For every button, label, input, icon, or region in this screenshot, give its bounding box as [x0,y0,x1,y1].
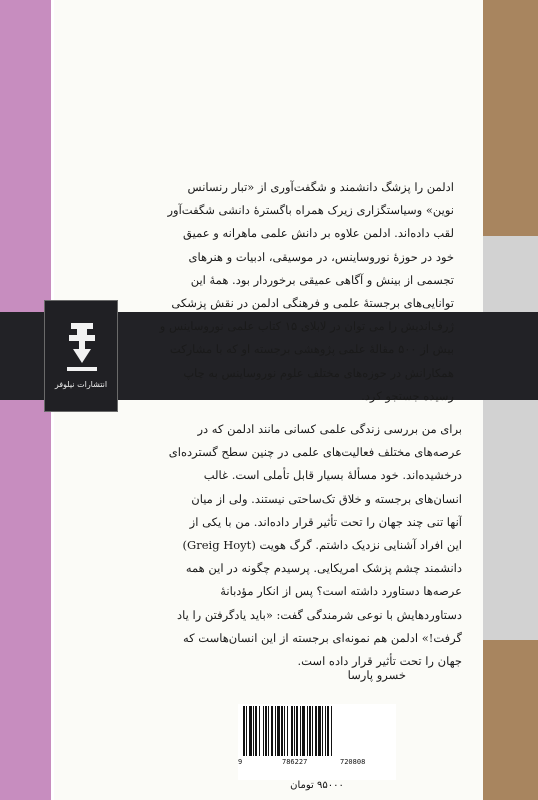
barcode-digits-middle: 786227 [282,758,308,766]
paragraph-line: توانایی‌های برجستهٔ علمی و فرهنگی ادلمن در نقش پزشکی [171,296,454,311]
publisher-name: انتشارات نیلوفر [54,380,108,389]
right-spine-brown-bottom [483,640,538,800]
paragraph-line: آنها تنی چند جهان را تحت تأثیر قرار داده‌اند. من با یکی از [189,514,462,529]
barcode-digits-left: 9 [238,758,243,766]
isbn-barcode [238,704,396,780]
barcode-bars [241,706,393,758]
paragraph-line: این افراد آشنایی نزدیک داشتم. گرگ هویت (Greig Hoyt) [182,538,462,553]
paragraph-line: دستاوردهایش با نوعی شرمندگی گفت: «باید یادگرفتن را یاد [176,607,462,622]
right-spine-grey-middle [483,236,538,640]
back-cover-paragraph-2 [82,418,462,673]
paragraph-line: انسان‌های برجسته و خلاق تک‌ساحتی نیستند. ولی از میان [191,491,462,506]
right-spine-color-strip [483,0,538,800]
paragraph-line: تجسمی از بینش و آگاهی عمیقی برخوردار بود. همهٔ این [190,272,454,287]
barcode-digits-right: 720808 [340,758,366,766]
author-signature: خسرو پارسا [347,668,406,682]
paragraph-line: لقب داده‌اند. ادلمن علاوه بر دانش علمی ماهرانه و عمیق [183,226,454,241]
paragraph-line: همکارانش در حوزه‌های مختلف علوم نوروساینس به چاپ [183,365,454,380]
paragraph-line: درخشیده‌اند. خود مسألهٔ بسیار قابل تأملی است. غالب [203,468,462,483]
price-label: ۹۵۰۰۰ تومان [290,780,344,791]
paragraph-line: عرصه‌های مختلف فعالیت‌های علمی در چنین سطح گسترده‌ای [168,445,462,460]
paragraph-line: نوین» وسیاستگزاری زیرک همراه باگسترهٔ دانشی شگفت‌آور [167,203,454,218]
right-spine-brown-top [483,0,538,236]
paragraph-line: ادلمن را پزشگ دانشمند و شگفت‌آوری از «تبار رنسانس [187,180,454,194]
paragraph-line: جهان را تحت تأثیر قرار داده است. [297,654,462,669]
paragraph-line: برای من بررسی زندگی علمی کسانی مانند ادلمن که در [197,422,462,436]
paragraph-line: ژرف‌اندیش را می توان در لابلای ۱۵ کتاب علمی نوروساینس و [159,319,454,334]
paragraph-line: گرفت!» ادلمن هم نمونه‌ای برجسته از این انسان‌هاست که [183,630,462,645]
back-cover-paragraph-1 [82,176,462,408]
paragraph-line: دانشمند چشم پزشک امریکایی. پرسیدم چگونه در این همه [185,561,462,576]
paragraph-line: عرصه‌ها دستاورد داشته است؟ پس از انکار مؤدبانهٔ [220,584,462,599]
paragraph-line: خود در حوزهٔ نوروساینس، در موسیقی، ادبیات و هنرهای [188,249,454,264]
paragraph-line: بیش از ۵۰۰ مقالهٔ علمی پژوهشی برجسته او که با مشارکت [169,342,454,357]
paragraph-line: رسیده جستجو کرد. [361,388,454,403]
